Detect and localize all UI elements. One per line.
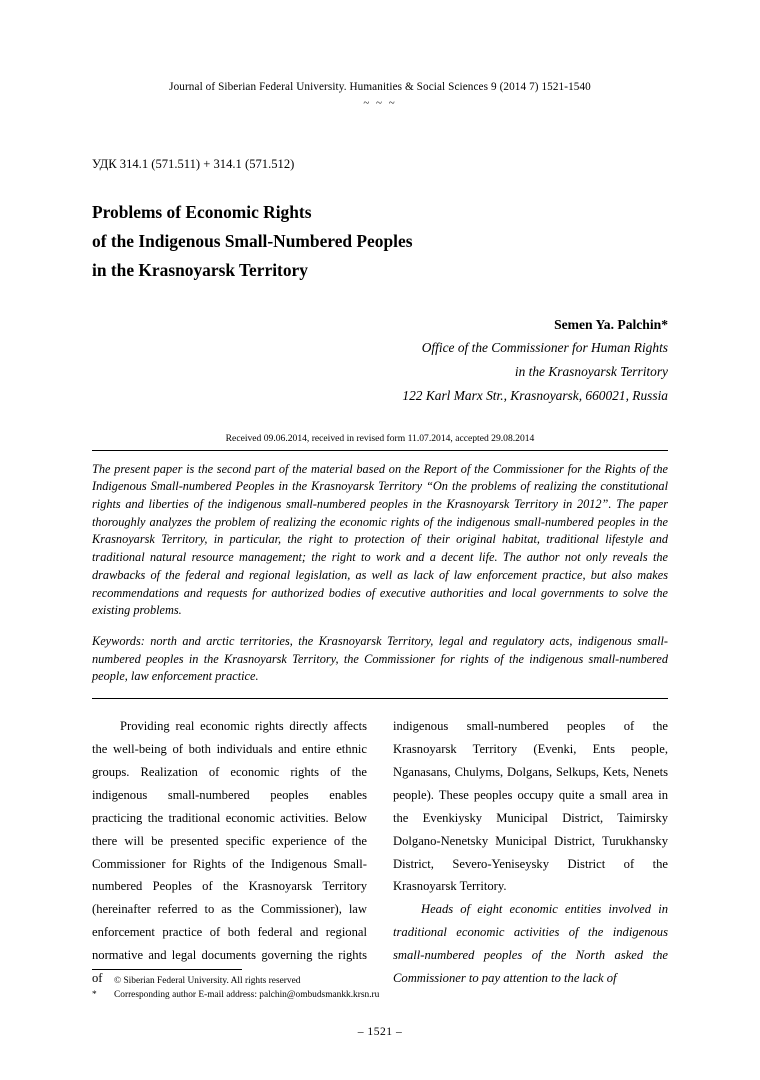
page-number: – 1521 – xyxy=(357,1025,403,1038)
ornament-divider: ~ ~ ~ xyxy=(363,97,397,110)
footnote-copyright xyxy=(92,974,472,988)
paragraph-right-1: indigenous small-numbered peoples of the Krasnoyarsk Territory (Evenki, Ents people, Nganasans, Chulyms, Dolgans, Selkups, Kets, Nenets people). These peoples occupy quite a small area in the Evenkiysky Municipal District, Taimirsky Dolgano-Nenetsky Municipal District, Turukhansky District, Severo-Yeniseysky District of the Krasnoyarsk Territory. xyxy=(393,719,668,894)
footnote-copyright-text: © Siberian Federal University. All rights reserved xyxy=(114,975,301,986)
title-line-2: of the Indigenous Small-Numbered Peoples xyxy=(92,230,413,251)
column-right xyxy=(393,715,668,990)
divider-bottom xyxy=(92,698,668,699)
footnote-corresponding xyxy=(92,988,472,1002)
footnotes xyxy=(92,969,472,1002)
udc-code: УДК 314.1 (571.511) + 314.1 (571.512) xyxy=(92,157,295,172)
paragraph-left-1: Providing real economic rights directly affects the well-being of both individuals and entire ethnic groups. Realization of economic rights of the indigenous small-numbered peoples enables practicing the traditional economic activities. Below there will be presented specific experience of the Commissioner for Rights of the Indigenous Small-numbered Peoples of the Krasnoyarsk Territory (hereinafter referred to as the Commissioner), law enforcement practice of both federal and regional normative and legal documents governing the rights of xyxy=(92,719,367,986)
abstract-text: The present paper is the second part of the material based on the Report of the Commissioner for the Rights of the Indigenous Small-numbered Peoples in the Krasnoyarsk Territory “On the problems of realizing the constitutional rights and liberties of the indigenous small-numbered peoples in the Krasnoyarsk Territory in 2012”. The paper thoroughly analyzes the problem of realizing the economic rights of the indigenous small-numbered peoples in the Krasnoyarsk Territory, in particular, the right to protection of their original habitat, traditional lifestyle and traditional natural resource management; the right to work and a decent life. The author not only reveals the drawbacks of the federal and regional legislation, as well as lack of law enforcement practice, but also makes recommendations and requests for authorized bodies of executive authorities and local governments to solve the existing problems. xyxy=(92,461,668,618)
column-left xyxy=(92,715,367,990)
received-dates: Received 09.06.2014, received in revised form 11.07.2014, accepted 29.08.2014 xyxy=(225,432,535,444)
footnote-divider xyxy=(92,969,242,970)
affiliation-line-2: in the Krasnoyarsk Territory xyxy=(514,364,668,380)
paragraph-right-2: Heads of eight economic entities involved in traditional economic activities of the indigenous small-numbered peoples of the North asked the Commissioner to pay attention to the lack of xyxy=(393,902,668,986)
affiliation-line-3: 122 Karl Marx Str., Krasnoyarsk, 660021, Russia xyxy=(402,387,668,403)
footnote-corresponding-marker: * xyxy=(92,989,97,1000)
body-columns xyxy=(92,715,668,990)
author-name: Semen Ya. Palchin* xyxy=(554,317,668,333)
keywords-text: Keywords: north and arctic territories, the Krasnoyarsk Territory, legal and regulatory acts, indigenous small-numbered peoples in the Krasnoyarsk Territory, the Commissioner for rights of the indigenous small-numbered people, law enforcement practice. xyxy=(92,633,668,684)
title-line-3: in the Krasnoyarsk Territory xyxy=(92,259,308,280)
footnote-corresponding-text: Corresponding author E-mail address: palchin@ombudsmankk.krsn.ru xyxy=(114,989,380,1000)
affiliation-line-1: Office of the Commissioner for Human Rights xyxy=(421,340,668,356)
title-line-1: Problems of Economic Rights xyxy=(92,202,312,223)
page-title xyxy=(92,198,668,284)
journal-header: Journal of Siberian Federal University. Humanities & Social Sciences 9 (2014 7) 1521-1540 xyxy=(169,81,591,93)
divider-top xyxy=(92,450,668,451)
author-block xyxy=(92,314,668,406)
